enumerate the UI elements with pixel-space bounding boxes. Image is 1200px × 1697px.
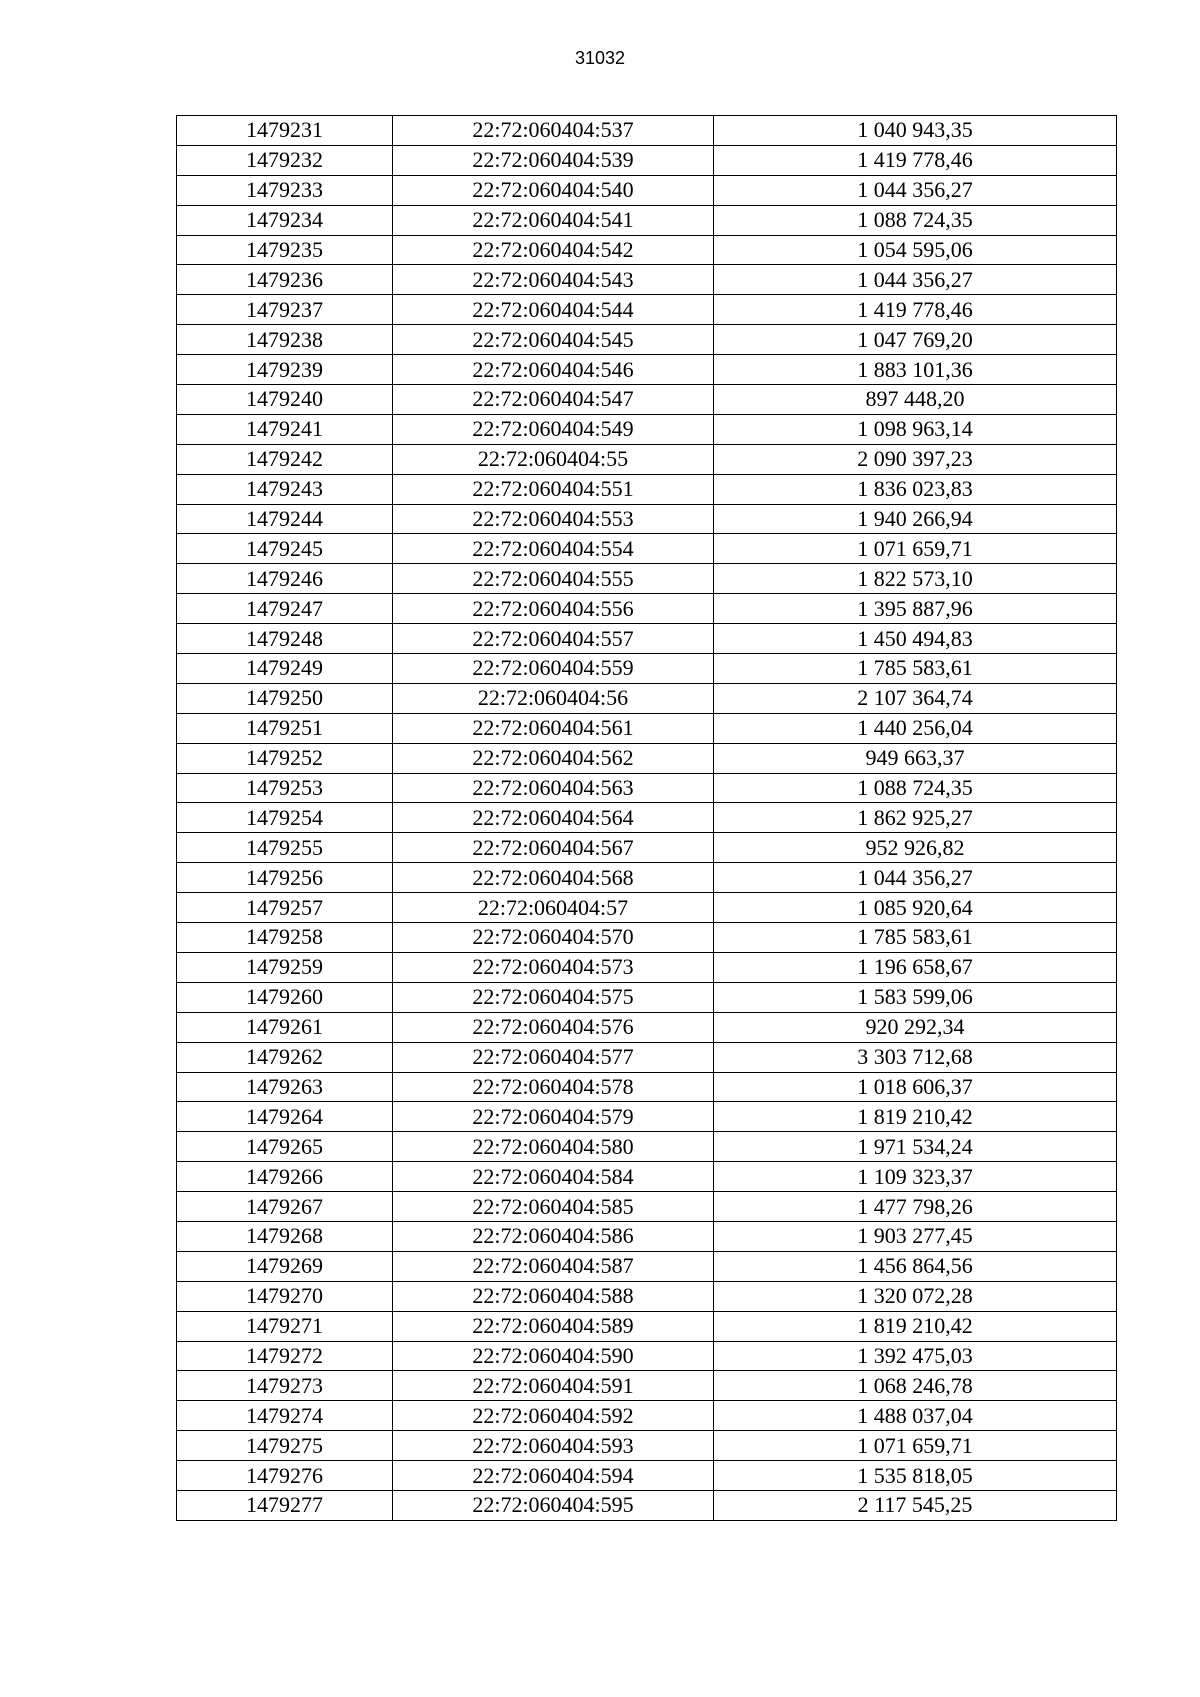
cadastral-value-cell: 1 862 925,27: [714, 803, 1117, 833]
cadastral-number-cell: 22:72:060404:577: [393, 1042, 714, 1072]
cadastral-value-cell: 1 822 573,10: [714, 564, 1117, 594]
row-number-cell: 1479255: [177, 833, 393, 863]
row-number-cell: 1479235: [177, 235, 393, 265]
cadastral-value-cell: 1 450 494,83: [714, 624, 1117, 654]
cadastral-value-cell: 1 088 724,35: [714, 205, 1117, 235]
row-number-cell: 1479246: [177, 564, 393, 594]
row-number-cell: 1479252: [177, 743, 393, 773]
table-row: [177, 803, 1117, 833]
row-number-cell: 1479253: [177, 773, 393, 803]
row-number-cell: 1479262: [177, 1042, 393, 1072]
row-number-cell: 1479267: [177, 1192, 393, 1222]
cadastral-value-cell: 1 883 101,36: [714, 355, 1117, 385]
row-number-cell: 1479248: [177, 624, 393, 654]
table-row: [177, 444, 1117, 474]
cadastral-number-cell: 22:72:060404:573: [393, 952, 714, 982]
cadastral-number-cell: 22:72:060404:549: [393, 414, 714, 444]
table-row: [177, 295, 1117, 325]
cadastral-value-cell: 1 971 534,24: [714, 1132, 1117, 1162]
table-row: [177, 1102, 1117, 1132]
cadastral-number-cell: 22:72:060404:575: [393, 982, 714, 1012]
cadastral-value-cell: 1 785 583,61: [714, 654, 1117, 684]
table-row: [177, 564, 1117, 594]
row-number-cell: 1479261: [177, 1012, 393, 1042]
cadastral-number-cell: 22:72:060404:576: [393, 1012, 714, 1042]
cadastral-value-cell: 1 785 583,61: [714, 923, 1117, 953]
cadastral-number-cell: 22:72:060404:568: [393, 863, 714, 893]
cadastral-value-cell: 1 819 210,42: [714, 1311, 1117, 1341]
table-row: [177, 1012, 1117, 1042]
cadastral-number-cell: 22:72:060404:563: [393, 773, 714, 803]
row-number-cell: 1479266: [177, 1162, 393, 1192]
row-number-cell: 1479269: [177, 1251, 393, 1281]
cadastral-value-cell: 1 583 599,06: [714, 982, 1117, 1012]
table-row: [177, 1192, 1117, 1222]
cadastral-value-cell: 1 819 210,42: [714, 1102, 1117, 1132]
cadastral-number-cell: 22:72:060404:556: [393, 594, 714, 624]
cadastral-value-cell: 1 488 037,04: [714, 1401, 1117, 1431]
cadastral-number-cell: 22:72:060404:590: [393, 1341, 714, 1371]
cadastral-value-cell: 1 044 356,27: [714, 175, 1117, 205]
row-number-cell: 1479265: [177, 1132, 393, 1162]
cadastral-value-cell: 1 068 246,78: [714, 1371, 1117, 1401]
table-row: [177, 385, 1117, 415]
table-row: [177, 1401, 1117, 1431]
table-row: [177, 1162, 1117, 1192]
row-number-cell: 1479274: [177, 1401, 393, 1431]
cadastral-value-cell: 2 107 364,74: [714, 683, 1117, 713]
table-row: [177, 175, 1117, 205]
table-row: [177, 683, 1117, 713]
cadastral-number-cell: 22:72:060404:537: [393, 116, 714, 146]
cadastral-number-cell: 22:72:060404:593: [393, 1431, 714, 1461]
cadastral-number-cell: 22:72:060404:594: [393, 1461, 714, 1491]
cadastral-value-cell: 1 088 724,35: [714, 773, 1117, 803]
row-number-cell: 1479264: [177, 1102, 393, 1132]
table-row: [177, 355, 1117, 385]
table-row: [177, 1281, 1117, 1311]
cadastral-number-cell: 22:72:060404:567: [393, 833, 714, 863]
cadastral-number-cell: 22:72:060404:587: [393, 1251, 714, 1281]
cadastral-value-cell: 1 419 778,46: [714, 295, 1117, 325]
table-row: [177, 1341, 1117, 1371]
table-row: [177, 594, 1117, 624]
row-number-cell: 1479233: [177, 175, 393, 205]
table-row: [177, 923, 1117, 953]
cadastral-value-cell: 1 320 072,28: [714, 1281, 1117, 1311]
table-row: [177, 205, 1117, 235]
table-row: [177, 325, 1117, 355]
row-number-cell: 1479272: [177, 1341, 393, 1371]
cadastral-number-cell: 22:72:060404:586: [393, 1221, 714, 1251]
cadastral-number-cell: 22:72:060404:553: [393, 504, 714, 534]
cadastral-number-cell: 22:72:060404:591: [393, 1371, 714, 1401]
cadastral-number-cell: 22:72:060404:543: [393, 265, 714, 295]
cadastral-number-cell: 22:72:060404:562: [393, 743, 714, 773]
cadastral-number-cell: 22:72:060404:541: [393, 205, 714, 235]
table-row: [177, 1251, 1117, 1281]
cadastral-number-cell: 22:72:060404:589: [393, 1311, 714, 1341]
cadastral-value-cell: 1 054 595,06: [714, 235, 1117, 265]
cadastral-number-cell: 22:72:060404:564: [393, 803, 714, 833]
table-row: [177, 773, 1117, 803]
cadastral-value-cell: 1 535 818,05: [714, 1461, 1117, 1491]
row-number-cell: 1479270: [177, 1281, 393, 1311]
cadastral-number-cell: 22:72:060404:542: [393, 235, 714, 265]
row-number-cell: 1479245: [177, 534, 393, 564]
table-row: [177, 1311, 1117, 1341]
row-number-cell: 1479251: [177, 713, 393, 743]
cadastral-number-cell: 22:72:060404:56: [393, 683, 714, 713]
cadastral-number-cell: 22:72:060404:540: [393, 175, 714, 205]
cadastral-value-table: [176, 115, 1117, 1521]
row-number-cell: 1479276: [177, 1461, 393, 1491]
row-number-cell: 1479277: [177, 1490, 393, 1520]
table-row: [177, 654, 1117, 684]
cadastral-number-cell: 22:72:060404:585: [393, 1192, 714, 1222]
row-number-cell: 1479268: [177, 1221, 393, 1251]
cadastral-value-cell: 1 044 356,27: [714, 863, 1117, 893]
row-number-cell: 1479259: [177, 952, 393, 982]
cadastral-number-cell: 22:72:060404:578: [393, 1072, 714, 1102]
table-row: [177, 265, 1117, 295]
table-row: [177, 474, 1117, 504]
cadastral-value-cell: 1 018 606,37: [714, 1072, 1117, 1102]
row-number-cell: 1479240: [177, 385, 393, 415]
table-row: [177, 893, 1117, 923]
cadastral-number-cell: 22:72:060404:584: [393, 1162, 714, 1192]
cadastral-value-cell: 1 044 356,27: [714, 265, 1117, 295]
table-row: [177, 145, 1117, 175]
table-row: [177, 743, 1117, 773]
row-number-cell: 1479247: [177, 594, 393, 624]
row-number-cell: 1479231: [177, 116, 393, 146]
cadastral-number-cell: 22:72:060404:57: [393, 893, 714, 923]
row-number-cell: 1479241: [177, 414, 393, 444]
cadastral-value-cell: 1 903 277,45: [714, 1221, 1117, 1251]
table-row: [177, 1221, 1117, 1251]
row-number-cell: 1479234: [177, 205, 393, 235]
row-number-cell: 1479256: [177, 863, 393, 893]
cadastral-value-cell: 1 440 256,04: [714, 713, 1117, 743]
row-number-cell: 1479244: [177, 504, 393, 534]
cadastral-number-cell: 22:72:060404:545: [393, 325, 714, 355]
table-row: [177, 1042, 1117, 1072]
cadastral-number-cell: 22:72:060404:551: [393, 474, 714, 504]
cadastral-number-cell: 22:72:060404:559: [393, 654, 714, 684]
row-number-cell: 1479237: [177, 295, 393, 325]
row-number-cell: 1479242: [177, 444, 393, 474]
cadastral-number-cell: 22:72:060404:588: [393, 1281, 714, 1311]
cadastral-value-cell: 1 040 943,35: [714, 116, 1117, 146]
row-number-cell: 1479273: [177, 1371, 393, 1401]
table-row: [177, 1490, 1117, 1520]
row-number-cell: 1479236: [177, 265, 393, 295]
cadastral-number-cell: 22:72:060404:592: [393, 1401, 714, 1431]
table-row: [177, 1371, 1117, 1401]
cadastral-value-cell: 3 303 712,68: [714, 1042, 1117, 1072]
cadastral-value-cell: 1 940 266,94: [714, 504, 1117, 534]
cadastral-value-cell: 920 292,34: [714, 1012, 1117, 1042]
cadastral-value-cell: 1 071 659,71: [714, 1431, 1117, 1461]
row-number-cell: 1479250: [177, 683, 393, 713]
table-row: [177, 1461, 1117, 1491]
cadastral-number-cell: 22:72:060404:546: [393, 355, 714, 385]
cadastral-number-cell: 22:72:060404:547: [393, 385, 714, 415]
cadastral-number-cell: 22:72:060404:579: [393, 1102, 714, 1132]
cadastral-number-cell: 22:72:060404:539: [393, 145, 714, 175]
cadastral-value-cell: 1 836 023,83: [714, 474, 1117, 504]
table-row: [177, 1072, 1117, 1102]
cadastral-value-cell: 2 090 397,23: [714, 444, 1117, 474]
table-row: [177, 1132, 1117, 1162]
cadastral-value-cell: 952 926,82: [714, 833, 1117, 863]
table-row: [177, 1431, 1117, 1461]
page-number: 31032: [574, 48, 626, 68]
table-row: [177, 116, 1117, 146]
row-number-cell: 1479254: [177, 803, 393, 833]
row-number-cell: 1479271: [177, 1311, 393, 1341]
cadastral-value-cell: 1 196 658,67: [714, 952, 1117, 982]
row-number-cell: 1479239: [177, 355, 393, 385]
cadastral-number-cell: 22:72:060404:555: [393, 564, 714, 594]
table-row: [177, 534, 1117, 564]
cadastral-value-cell: 1 395 887,96: [714, 594, 1117, 624]
table-row: [177, 833, 1117, 863]
cadastral-number-cell: 22:72:060404:580: [393, 1132, 714, 1162]
row-number-cell: 1479258: [177, 923, 393, 953]
row-number-cell: 1479243: [177, 474, 393, 504]
cadastral-value-cell: 897 448,20: [714, 385, 1117, 415]
table-row: [177, 952, 1117, 982]
row-number-cell: 1479263: [177, 1072, 393, 1102]
table-row: [177, 414, 1117, 444]
cadastral-value-cell: 1 071 659,71: [714, 534, 1117, 564]
cadastral-value-cell: 1 392 475,03: [714, 1341, 1117, 1371]
row-number-cell: 1479238: [177, 325, 393, 355]
cadastral-value-cell: 949 663,37: [714, 743, 1117, 773]
cadastral-value-cell: 1 456 864,56: [714, 1251, 1117, 1281]
table-row: [177, 235, 1117, 265]
cadastral-value-cell: 1 047 769,20: [714, 325, 1117, 355]
cadastral-value-cell: 1 109 323,37: [714, 1162, 1117, 1192]
cadastral-number-cell: 22:72:060404:544: [393, 295, 714, 325]
row-number-cell: 1479232: [177, 145, 393, 175]
table-row: [177, 863, 1117, 893]
cadastral-value-cell: 2 117 545,25: [714, 1490, 1117, 1520]
cadastral-number-cell: 22:72:060404:570: [393, 923, 714, 953]
table-row: [177, 982, 1117, 1012]
table-row: [177, 624, 1117, 654]
row-number-cell: 1479275: [177, 1431, 393, 1461]
row-number-cell: 1479249: [177, 654, 393, 684]
row-number-cell: 1479260: [177, 982, 393, 1012]
table-row: [177, 504, 1117, 534]
table-body: [177, 116, 1117, 1521]
cadastral-value-cell: 1 085 920,64: [714, 893, 1117, 923]
cadastral-number-cell: 22:72:060404:595: [393, 1490, 714, 1520]
table-row: [177, 713, 1117, 743]
cadastral-value-cell: 1 098 963,14: [714, 414, 1117, 444]
cadastral-number-cell: 22:72:060404:554: [393, 534, 714, 564]
cadastral-number-cell: 22:72:060404:55: [393, 444, 714, 474]
cadastral-number-cell: 22:72:060404:557: [393, 624, 714, 654]
cadastral-number-cell: 22:72:060404:561: [393, 713, 714, 743]
cadastral-value-cell: 1 419 778,46: [714, 145, 1117, 175]
row-number-cell: 1479257: [177, 893, 393, 923]
cadastral-value-cell: 1 477 798,26: [714, 1192, 1117, 1222]
